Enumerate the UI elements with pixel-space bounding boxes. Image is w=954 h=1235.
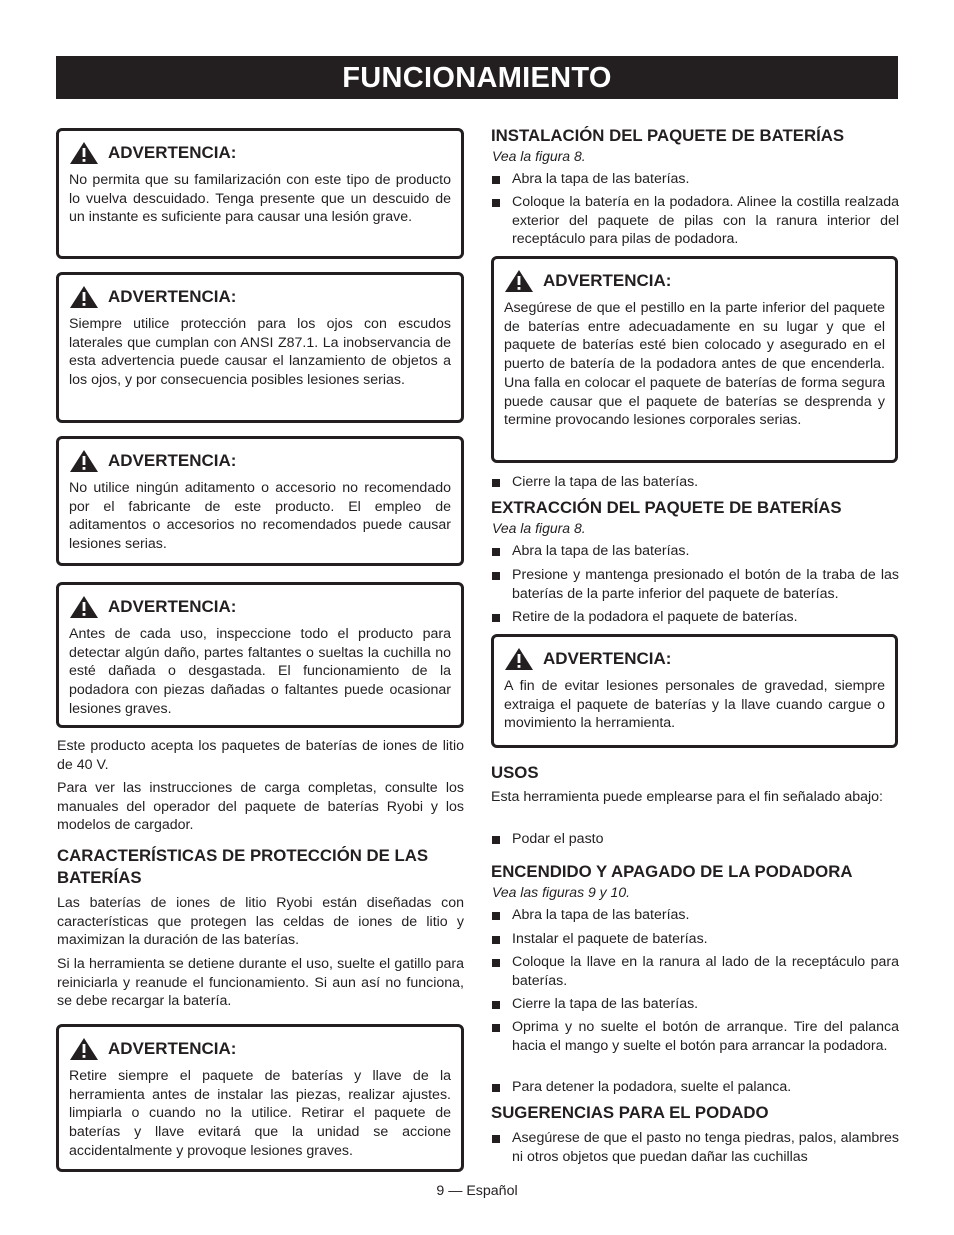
uses-text: Esta herramienta puede emplearse para el fin señalado abajo: xyxy=(491,789,883,805)
section-heading-tips: SUGERENCIAS PARA EL PODADO xyxy=(491,1103,769,1122)
warning-box xyxy=(491,634,898,748)
section-heading-install: INSTALACIÓN DEL PAQUETE DE BATERÍAS xyxy=(491,126,845,145)
list-item: Presione y mantenga presionado el botón de la traba de las baterías de la parte inferior del paquete de baterías. xyxy=(491,566,899,603)
list-item: Coloque la llave en la ranura al lado de la receptáculo para baterías. xyxy=(491,953,899,990)
warning-box xyxy=(56,582,464,728)
warning-title: ADVERTENCIA: xyxy=(543,649,672,668)
warning-title: ADVERTENCIA: xyxy=(108,143,237,162)
list-item: Oprima y no suelte el botón de arranque. Tire del palanca hacia el mango y suelte el botón para arrancar la podadora. xyxy=(491,1018,899,1055)
warning-box xyxy=(56,128,464,259)
page-footer: 9 — Español xyxy=(436,1183,518,1199)
warning-triangle-icon xyxy=(69,141,99,165)
warning-title: ADVERTENCIA: xyxy=(108,597,237,616)
warning-title: ADVERTENCIA: xyxy=(108,287,237,306)
warning-box xyxy=(56,436,464,566)
list-item: Cierre la tapa de las baterías. xyxy=(491,995,899,1014)
list-item: Para detener la podadora, suelte el palanca. xyxy=(491,1078,899,1097)
list-item: Podar el pasto xyxy=(491,830,899,849)
list-item: Abra la tapa de las baterías. xyxy=(491,170,899,189)
warning-text: Siempre utilice protección para los ojos con escudos laterales que cumplan con ANSI Z87.1. La inobservancia de esta advertencia puede causar el lanzamiento de objetos a los ojos, y por consecuencia posibles lesiones serias. xyxy=(69,316,451,389)
warning-box xyxy=(56,272,464,423)
list-item: Asegúrese de que el pasto no tenga piedras, palos, alambres ni otros objetos que puedan dañar las cuchillas xyxy=(491,1129,899,1166)
warning-text: No permita que su familarización con este tipo de producto lo vuelva descuidado. Tenga presente que un descuido de un instante es suficiente para causar una lesión grave. xyxy=(69,172,451,226)
figure-reference: Vea las figuras 9 y 10. xyxy=(492,884,631,900)
warning-triangle-icon xyxy=(69,449,99,473)
list-item: Cierre la tapa de las baterías. xyxy=(491,473,899,492)
section-heading-remove: EXTRACCIÓN DEL PAQUETE DE BATERÍAS xyxy=(491,498,842,517)
warning-title: ADVERTENCIA: xyxy=(543,271,672,290)
list-item: Coloque la batería en la podadora. Alinee la costilla realzada exterior del paquete de pilas con la ranura interior del receptáculo para pilas de podadora. xyxy=(491,193,899,249)
warning-text: No utilice ningún aditamento o accesorio no recomendado por el fabricante de este producto. El empleo de aditamentos o accesorios no recomendados puede causar lesiones serias. xyxy=(69,480,451,553)
charging-instructions-text: Para ver las instrucciones de carga completas, consulte los manuales del operador del paquete de baterías Ryobi y los modelos de cargador. xyxy=(57,780,464,834)
battery-protection-text: Las baterías de iones de litio Ryobi están diseñadas con características que protegen las celdas de iones de litio y maximizan la duración de las baterías. xyxy=(57,895,464,949)
warning-triangle-icon xyxy=(69,595,99,619)
warning-text: Retire siempre el paquete de baterías y llave de la herramienta antes de instalar las piezas, realizar ajustes. limpiarla o cuando no la utilice. Retirar el paquete de baterías y llave evitará que la unidad se accione accidentalmente y provoque lesiones graves. xyxy=(69,1068,451,1159)
section-heading-uses: USOS xyxy=(491,763,539,782)
list-item: Retire de la podadora el paquete de baterías. xyxy=(491,608,899,627)
figure-reference: Vea la figura 8. xyxy=(492,520,586,536)
warning-box xyxy=(56,1024,464,1172)
warning-title: ADVERTENCIA: xyxy=(108,451,237,470)
tool-stop-text: Si la herramienta se detiene durante el uso, suelte el gatillo para reiniciarla y reanude el funcionamiento. Si aun así no funciona, se debe recargar la batería. xyxy=(57,956,464,1010)
warning-text: Antes de cada uso, inspeccione todo el producto para detectar algún daño, partes faltantes o sueltas la cuchilla no esté dañada o desgastada. El funcionamiento de la podadora con piezas dañadas o faltantes puede ocasionar lesiones graves. xyxy=(69,626,451,717)
battery-compat-text: Este producto acepta los paquetes de baterías de iones de litio de 40 V. xyxy=(57,738,464,773)
section-heading-battery-protection: CARACTERÍSTICAS DE PROTECCIÓN DE LAS BATERÍAS xyxy=(57,846,429,887)
page-title: FUNCIONAMIENTO xyxy=(56,56,898,99)
warning-triangle-icon xyxy=(504,269,534,293)
list-item: Instalar el paquete de baterías. xyxy=(491,930,899,949)
section-heading-onoff: ENCENDIDO Y APAGADO DE LA PODADORA xyxy=(491,862,853,881)
warning-box xyxy=(491,256,898,463)
warning-title: ADVERTENCIA: xyxy=(108,1039,237,1058)
warning-triangle-icon xyxy=(69,1037,99,1061)
list-item: Abra la tapa de las baterías. xyxy=(491,542,899,561)
warning-text: Asegúrese de que el pestillo en la parte inferior del paquete de baterías entre adecuadamente en su lugar y que el paquete de baterías esté bien colocado y asegurado en el puerto de batería de la podadora antes de que encenderla. Una falla en colocar el paquete de baterías de forma segura puede causar que el paquete de baterías se desprenda y termine provocando lesiones corporales serias. xyxy=(504,300,885,429)
warning-text: A fin de evitar lesiones personales de gravedad, siempre extraiga el paquete de baterías y la llave cuando cargue o movimiento la herramienta. xyxy=(504,678,885,732)
figure-reference: Vea la figura 8. xyxy=(492,148,586,164)
warning-triangle-icon xyxy=(504,647,534,671)
warning-triangle-icon xyxy=(69,285,99,309)
list-item: Abra la tapa de las baterías. xyxy=(491,906,899,925)
